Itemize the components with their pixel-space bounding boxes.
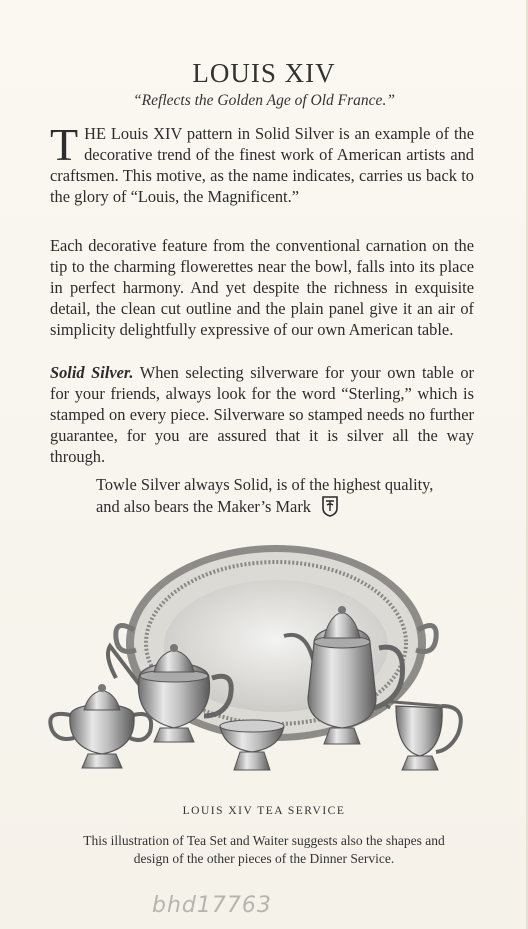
makers-mark-line bbox=[96, 474, 456, 517]
tea-service-illustration bbox=[44, 538, 468, 778]
illustration-note: This illustration of Tea Set and Waiter suggests also the shapes and design of the other pieces of the Dinner Service. bbox=[83, 833, 445, 866]
illustration-caption: LOUIS XIV TEA SERVICE bbox=[182, 805, 346, 817]
handwritten-catalog-number: bhd17763 bbox=[152, 893, 272, 918]
paragraph-solid-silver-text: When selecting silverware for your own table or for your friends, always look for the word “Sterling,” which is stamped on every piece. Silverware so stamped needs no further guarantee, for you are assured that it is silver all the way through. bbox=[50, 363, 474, 466]
makers-mark-icon bbox=[321, 495, 339, 517]
makers-mark-text: Towle Silver always Solid, is of the highest quality, and also bears the Maker’s Mark bbox=[96, 475, 434, 516]
paragraph-lead: Solid Silver. bbox=[50, 363, 134, 382]
paragraph-solid-silver bbox=[50, 362, 474, 467]
creamer bbox=[385, 702, 461, 770]
page-title: LOUIS XIV bbox=[192, 58, 336, 88]
paragraph-features: Each decorative feature from the conventional carnation on the tip to the charming flowerettes near the bowl, falls into its place in perfect harmony. And yet despite the richness in exquisite detail, the clean cut outline and the plain panel give it an air of simplicity delightfully expressive of our own American table. bbox=[50, 236, 474, 339]
sugar-bowl bbox=[50, 684, 151, 768]
page-subtitle: “Reflects the Golden Age of Old France.” bbox=[133, 92, 395, 109]
paragraph-intro bbox=[50, 119, 474, 207]
waste-bowl bbox=[220, 720, 284, 770]
drop-cap: T bbox=[50, 119, 79, 170]
paragraph-intro-text: HE Louis XIV pattern in Solid Silver is an example of the decorative trend of the finest work of American artists and craftsmen. This motive, as the name indicates, carries us back to the glory of “Louis, the Magnificent.” bbox=[50, 124, 474, 206]
